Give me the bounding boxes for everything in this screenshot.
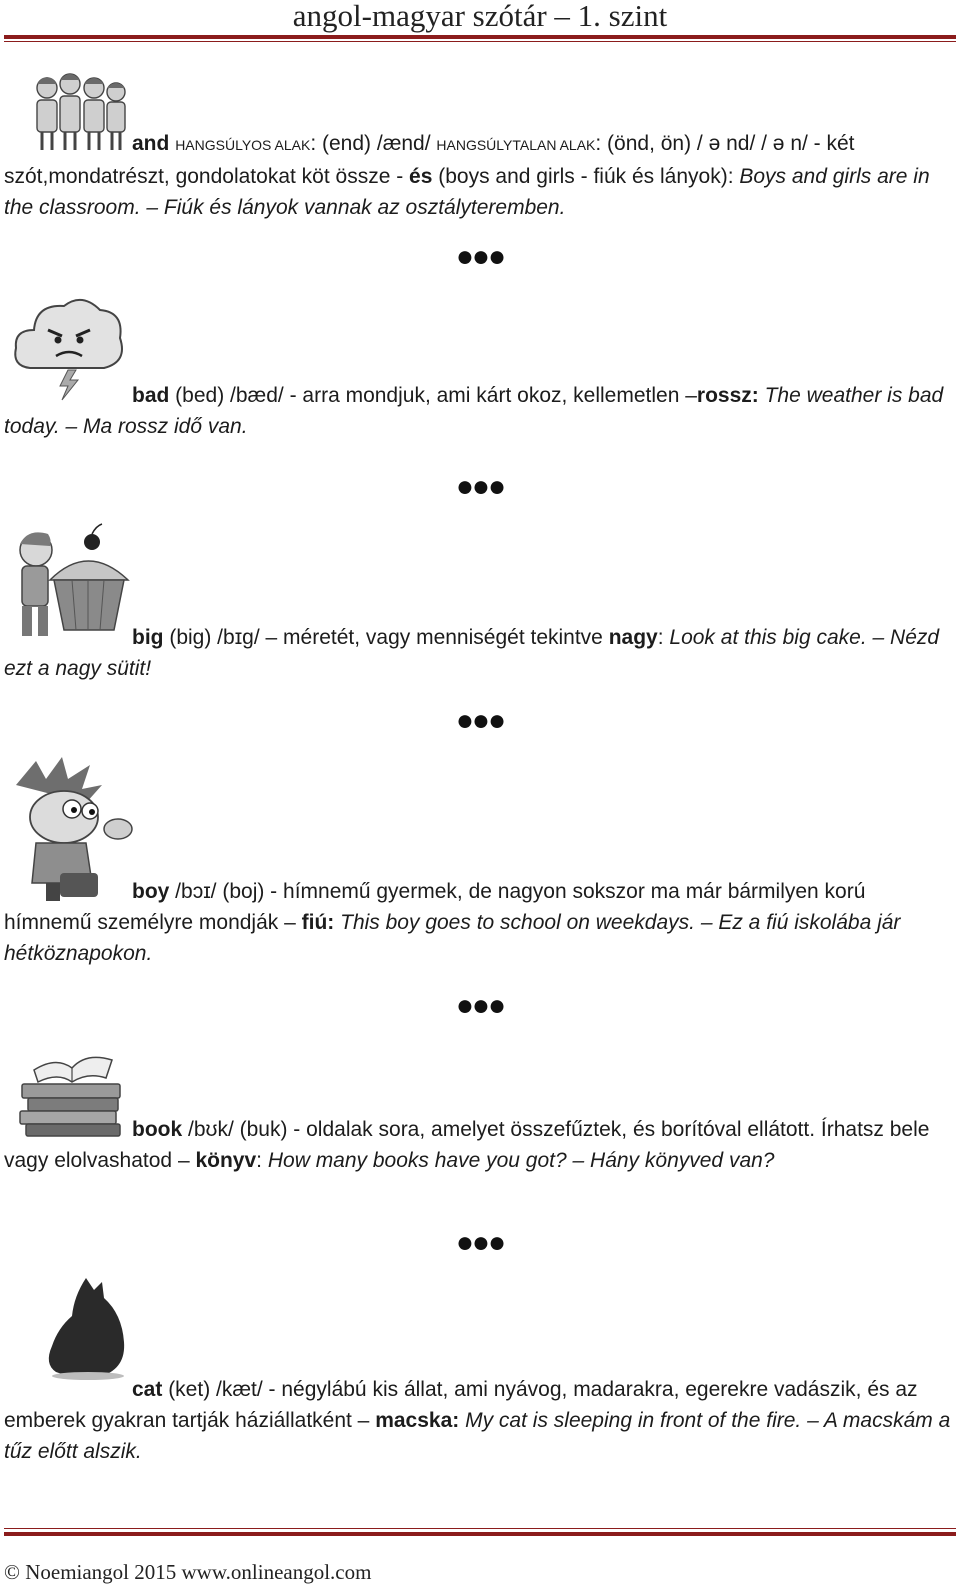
example-english: The weather is bad today. [4,384,944,438]
headword: boy [132,880,170,903]
footer-copyright: © Noemiangol 2015 www.onlineangol.com [4,1560,372,1584]
example-hungarian: – A macskám a tűz előtt alszik. [4,1409,951,1463]
separator: ●●● [455,1226,505,1259]
example-english: How many books have you got? [267,1149,567,1172]
entry-boy [4,876,954,969]
headword: cat [132,1378,163,1401]
example-english: Boys and girls are in the classroom. [4,165,930,219]
pronunciation-definition: (big) /bɪg/ – méretét, vagy menniségét tekintve [163,626,609,649]
footer-rule-thin [4,1528,956,1529]
colon: : [657,626,670,649]
separator: ●●● [455,704,505,737]
example-english: My cat is sleeping in front of the fire. [459,1409,802,1432]
example-english: Look at this big cake. [669,626,867,649]
translation: fiú: [301,911,335,934]
translation: és [409,165,433,188]
pronunciation-definition: (ket) /kæt/ - négylábú kis állat, ami nyávog, madarakra, egerekre vadászik, és az emberek gyakran tartják háziállatként – [4,1378,918,1432]
example-hungarian: – Fiúk és lányok vannak az osztályteremben. [140,196,566,219]
translation: könyv [195,1149,257,1172]
headword: big [132,626,164,649]
colon: : [256,1149,268,1172]
page-title: angol-magyar szótár – 1. szint [292,0,668,33]
separator: ●●● [455,989,505,1022]
separator: ●●● [455,240,505,273]
example-hungarian: – Hány könyved van? [566,1149,775,1172]
footer-rule [4,1532,956,1536]
example-hungarian: – Ez a fiú iskolába jár hétköznapokon. [4,911,901,965]
header-rule [4,35,956,39]
example-hungarian: – Ma rossz idő van. [59,415,248,438]
black-cat-icon [40,1276,130,1385]
translation: rossz: [696,384,759,407]
entry-bad [4,380,954,442]
stressed-pronunciation: : (end) /ænd/ [310,132,437,155]
definition: - két szót,mondatrészt, gondolatokat köt össze - [4,132,855,188]
headword: and [132,132,170,155]
pronunciation-definition: (bed) /bæd/ - arra mondjuk, ami kárt okoz, kellemetlen – [169,384,697,407]
headword: book [132,1118,183,1141]
entry-book [4,1114,954,1176]
pronunciation-definition: /bʊk/ (buk) - oldalak sora, amelyet összefűztek, és borítóval ellátott. Írhatsz bele vagy elolvashatod – [4,1118,930,1172]
unstressed-pronunciation: : (önd, ön) / ə nd/ / ə n/ [595,132,808,155]
entry-big [4,622,954,684]
separator: ●●● [455,470,505,503]
entry-cat [4,1374,954,1467]
example-english: This boy goes to school on weekdays. [334,911,695,934]
unstressed-label: HANGSÚLYTALAN ALAK [436,137,596,153]
header-rule-thin [4,41,956,42]
example-hungarian: – Nézd ezt a nagy sütit! [4,626,940,680]
translation: macska: [375,1409,460,1432]
headword: bad [132,384,170,407]
pronunciation-definition: /bɔɪ/ (boj) - hímnemű gyermek, de nagyon sokszor ma már bármilyen korú hímnemű személyre mondják – [4,880,866,934]
entry-and [4,128,954,223]
translation: nagy [608,626,658,649]
usage: (boys and girls - fiúk és lányok): [432,165,740,188]
stressed-label: HANGSÚLYOS ALAK [175,137,311,153]
